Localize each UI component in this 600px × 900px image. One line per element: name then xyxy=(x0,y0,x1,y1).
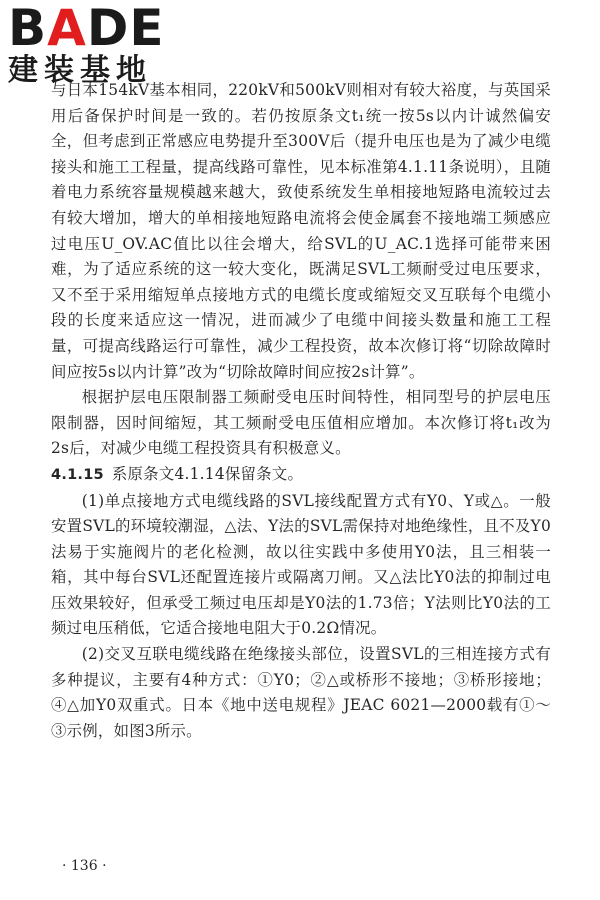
clause-text: 系原条文4.1.14保留条文。 xyxy=(111,464,304,483)
clause-heading xyxy=(51,462,551,489)
page-number: · 136 · xyxy=(62,858,107,874)
paragraph-single-point-grounding: (1)单点接地方式电缆线路的SVL接线配置方式有Y0、Y或△。一般安置SVL的环境较潮湿，△法、Y法的SVL需保持对地绝缘性，且不及Y0法易于实施阀片的老化检测，故以往实践中多使用Y0法，且三相装一箱，其中每台SVL还配置连接片或隔离刀闸。又△法比Y0法的抑制过电压效果较好，但承受工频过电压却是Y0法的1.73倍；Y法则比Y0法的工频过电压稍低，它适合接地电阻大于0.2Ω情况。 xyxy=(51,491,551,638)
page-body xyxy=(51,78,551,744)
logo-brand-text: BADE xyxy=(8,0,165,57)
paragraph-voltage-limiter: 根据护层电压限制器工频耐受电压时间特性，相同型号的护层电压限制器，因时间缩短，其工频耐受电压值相应增加。本次修订将t₁改为2s后，对减少电缆工程投资具有积极意义。 xyxy=(51,388,551,458)
logo-subtitle: 建装基地 xyxy=(8,53,152,88)
paragraph-continuation: 与日本154kV基本相同，220kV和500kV则相对有较大裕度，与英国采用后备保护时间是一致的。若仍按原条文t₁统一按5s以内计诚然偏安全，但考虑到正常感应电势提升至300V后（提升电压也是为了减少电缆接头和施工工程量，提高线路可靠性，见本标准第4.1.11条说明），且随着电力系统容量规模越来越大，致使系统发生单相接地短路电流较过去有较大增加，增大的单相接地短路电流将会使金属套不接地端工频感应过电压U_OV.AC值比以往会增大，给SVL的U_AC.1选择可能带来困难，为了适应系统的这一较大变化，既满足SVL工频耐受过电压要求，又不至于采用缩短单点接地方式的电缆长度或缩短交叉互联每个电缆小段的长度来适应这一情况，进而减少了电缆中间接头数量和施工工程量，可提高线路运行可靠性，减少工程投资，故本次修订将“切除故障时间应按5s以内计算”改为“切除故障时间应按2s计算”。 xyxy=(51,81,551,381)
paragraph-cross-bonding: (2)交叉互联电缆线路在绝缘接头部位，设置SVL的三相连接方式有多种提议，主要有4种方式：①Y0；②△或桥形不接地；③桥形接地；④△加Y0双重式。日本《地中送电规程》JEAC 6021—2000载有①～③示例，如图3所示。 xyxy=(51,645,551,740)
clause-number: 4.1.15 xyxy=(51,466,104,483)
watermark-logo xyxy=(8,2,183,94)
